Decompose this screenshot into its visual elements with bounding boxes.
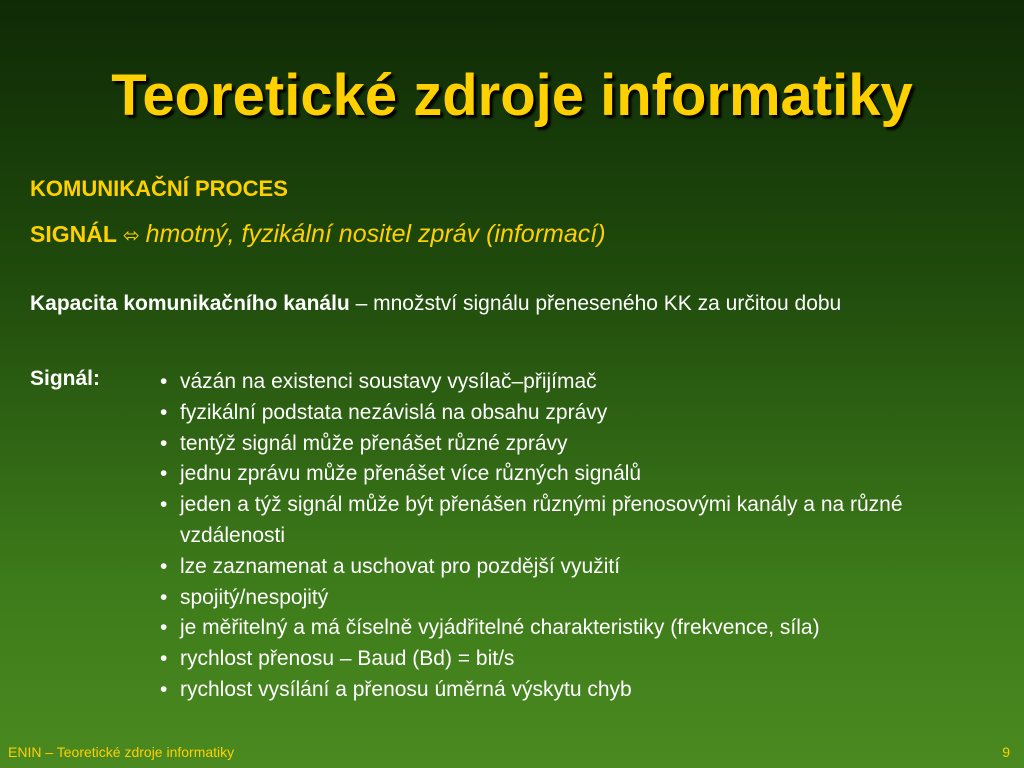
bullet-icon: •: [160, 370, 168, 393]
bullet-icon: •: [160, 677, 168, 701]
list-item: [160, 490, 980, 552]
capacity-definition: [30, 288, 990, 319]
list-item-text: rychlost vysílání a přenosu úměrná výskytu chyb: [180, 677, 632, 701]
list-item: [160, 459, 980, 490]
signal-properties-list: [160, 367, 980, 706]
list-item: [160, 675, 980, 706]
list-item: [160, 367, 980, 398]
signal-definition: [30, 220, 606, 249]
list-item-text: lze zaznamenat a uschovat pro pozdější využití: [180, 554, 621, 578]
list-item: [160, 552, 980, 583]
list-item-text: je měřitelný a má číselně vyjádřitelné charakteristiky (frekvence, síla): [180, 616, 820, 640]
bullet-icon: •: [160, 585, 168, 609]
capacity-term: Kapacita komunikačního kanálu: [30, 292, 350, 315]
bullet-icon: •: [160, 616, 168, 640]
page-number: 9: [1002, 744, 1010, 760]
list-item-text: rychlost přenosu – Baud (Bd) = bit/s: [180, 647, 515, 671]
bullet-icon: •: [160, 462, 168, 486]
capacity-definition-text: – množství signálu přeneseného KK za určitou dobu: [349, 292, 842, 315]
list-item-text: fyzikální podstata nezávislá na obsahu zprávy: [180, 400, 608, 424]
footer-course-title: ENIN – Teoretické zdroje informatiky: [8, 744, 235, 760]
signal-term: SIGNÁL: [30, 221, 117, 247]
list-item-text: jeden a týž signál může být přenášen různými přenosovými kanály a na různé vzdálenosti: [180, 493, 903, 547]
list-item-text: tentýž signál může přenášet různé zprávy: [180, 431, 568, 455]
list-item: [160, 429, 980, 460]
slide-title: Teoretické zdroje informatiky: [111, 63, 913, 128]
section-heading: KOMUNIKAČNÍ PROCES: [30, 176, 288, 201]
list-item: [160, 583, 980, 614]
list-item: [160, 613, 980, 644]
bullet-icon: •: [160, 431, 168, 455]
bullet-icon: •: [160, 400, 168, 424]
bullet-icon: •: [160, 554, 168, 578]
list-item: [160, 644, 980, 675]
properties-label: Signál:: [30, 367, 101, 390]
bullet-icon: •: [160, 493, 168, 517]
list-item: [160, 398, 980, 429]
list-item-text: spojitý/nespojitý: [180, 585, 329, 609]
double-arrow-icon: ⬄: [122, 223, 140, 247]
list-item-text: vázán na existenci soustavy vysílač–přijímač: [180, 370, 597, 393]
signal-definition-text: hmotný, fyzikální nositel zpráv (informací): [145, 220, 606, 248]
list-item-text: jednu zprávu může přenášet více různých signálů: [180, 462, 642, 486]
bullet-icon: •: [160, 647, 168, 671]
